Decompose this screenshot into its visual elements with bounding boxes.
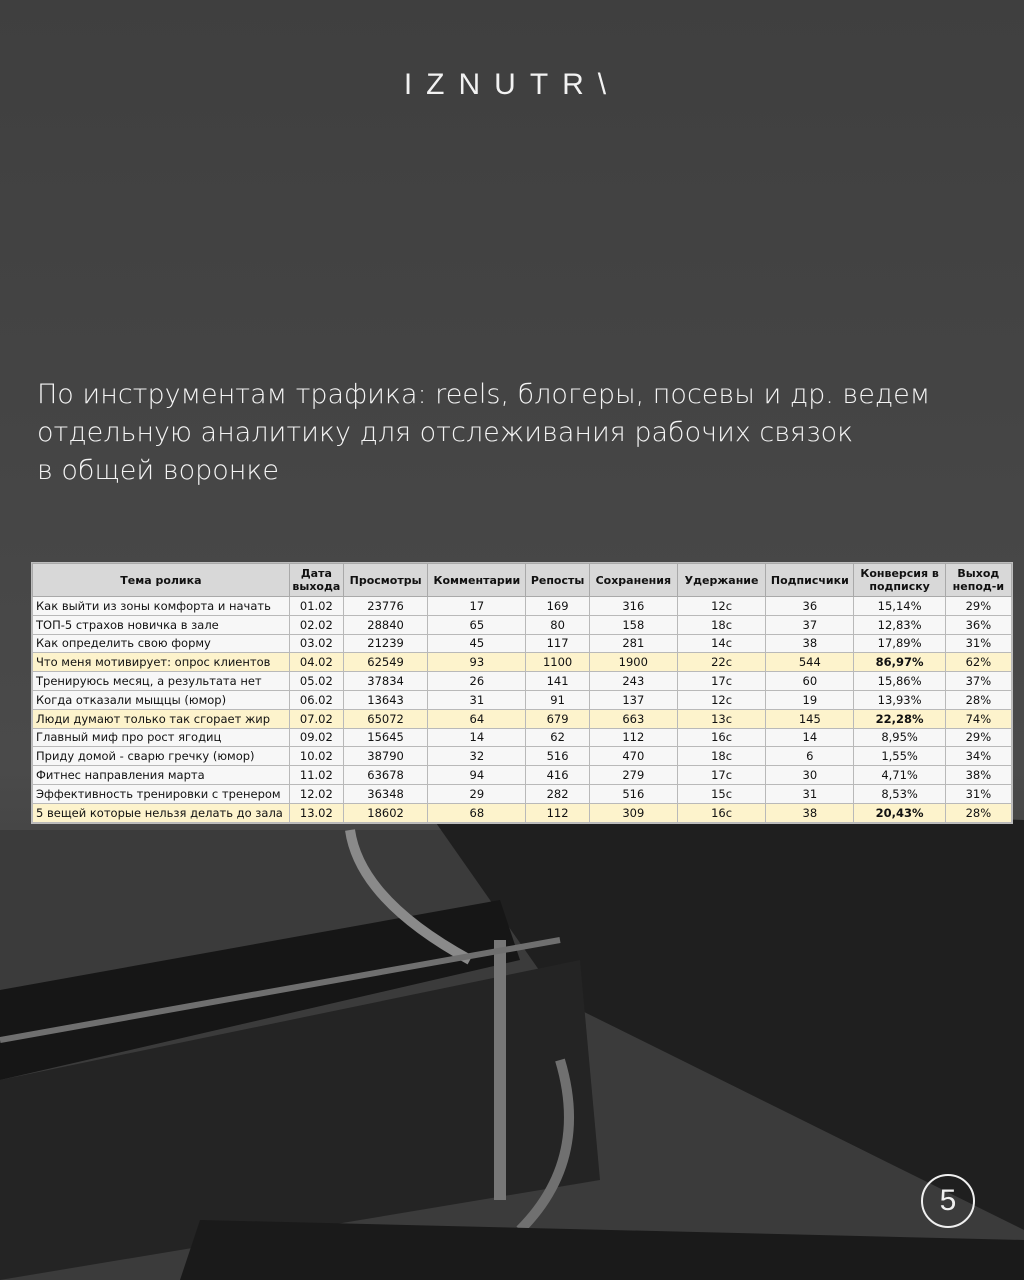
cell-reposts: 141 [526,672,589,691]
cell-topic: Когда отказали мыщцы (юмор) [33,690,290,709]
cell-exit: 29% [945,728,1011,747]
header-date-line: выхода [292,580,341,593]
analytics-table [31,562,1013,824]
cell-exit: 31% [945,634,1011,653]
cell-reposts: 112 [526,803,589,822]
cell-comments: 94 [428,766,526,785]
cell-comments: 93 [428,653,526,672]
headline-line: отдельную аналитику для отслеживания рабочих связок [37,417,854,448]
header-comments: Комментарии [428,564,526,597]
headline [37,376,997,490]
cell-date: 02.02 [289,615,343,634]
cell-date: 03.02 [289,634,343,653]
cell-topic: ТОП-5 страхов новичка в зале [33,615,290,634]
cell-reposts: 169 [526,597,589,616]
cell-saves: 309 [589,803,677,822]
cell-date: 09.02 [289,728,343,747]
cell-retention: 17с [677,766,765,785]
cell-views: 28840 [343,615,427,634]
cell-reposts: 679 [526,709,589,728]
cell-retention: 18с [677,747,765,766]
cell-comments: 65 [428,615,526,634]
cell-exit: 37% [945,672,1011,691]
table-row [33,709,1012,728]
cell-comments: 29 [428,784,526,803]
cell-topic: Как определить свою форму [33,634,290,653]
cell-topic: Главный миф про рост ягодиц [33,728,290,747]
table-row [33,747,1012,766]
cell-reposts: 117 [526,634,589,653]
cell-conversion: 17,89% [854,634,945,653]
cell-views: 62549 [343,653,427,672]
cell-saves: 316 [589,597,677,616]
header-subscribers: Подписчики [766,564,854,597]
cell-date: 05.02 [289,672,343,691]
cell-topic: Что меня мотивирует: опрос клиентов [33,653,290,672]
table-row [33,784,1012,803]
cell-exit: 38% [945,766,1011,785]
cell-comments: 31 [428,690,526,709]
cell-topic: Приду домой - сварю гречку (юмор) [33,747,290,766]
brand-logo: IZNUTR\ [403,68,621,101]
cell-saves: 663 [589,709,677,728]
cell-date: 12.02 [289,784,343,803]
table-header-row [33,564,1012,597]
cell-retention: 14с [677,634,765,653]
cell-views: 13643 [343,690,427,709]
header-conversion-line: Конверсия в [860,567,939,580]
header-exit-line: Выход [957,567,1000,580]
table-row [33,653,1012,672]
cell-subscribers: 38 [766,803,854,822]
cell-subscribers: 6 [766,747,854,766]
cell-exit: 62% [945,653,1011,672]
cell-saves: 158 [589,615,677,634]
cell-retention: 12с [677,597,765,616]
page-number-badge: 5 [921,1174,975,1228]
cell-date: 06.02 [289,690,343,709]
cell-retention: 18с [677,615,765,634]
cell-reposts: 282 [526,784,589,803]
header-saves: Сохранения [589,564,677,597]
cell-date: 11.02 [289,766,343,785]
cell-comments: 64 [428,709,526,728]
header-topic: Тема ролика [33,564,290,597]
cell-views: 38790 [343,747,427,766]
cell-reposts: 1100 [526,653,589,672]
table-row [33,803,1012,822]
cell-views: 37834 [343,672,427,691]
cell-comments: 68 [428,803,526,822]
cell-conversion: 8,95% [854,728,945,747]
cell-exit: 29% [945,597,1011,616]
cell-reposts: 62 [526,728,589,747]
header-exit-line: непод-и [952,580,1005,593]
table-row [33,615,1012,634]
header-retention: Удержание [677,564,765,597]
cell-date: 01.02 [289,597,343,616]
cell-subscribers: 37 [766,615,854,634]
cell-subscribers: 60 [766,672,854,691]
cell-retention: 16с [677,803,765,822]
cell-conversion: 15,86% [854,672,945,691]
header-views: Просмотры [343,564,427,597]
cell-views: 23776 [343,597,427,616]
cell-conversion: 13,93% [854,690,945,709]
cell-exit: 31% [945,784,1011,803]
cell-reposts: 416 [526,766,589,785]
cell-views: 18602 [343,803,427,822]
cell-comments: 26 [428,672,526,691]
cell-exit: 28% [945,690,1011,709]
cell-date: 10.02 [289,747,343,766]
cell-date: 04.02 [289,653,343,672]
cell-comments: 45 [428,634,526,653]
cell-saves: 137 [589,690,677,709]
cell-conversion: 4,71% [854,766,945,785]
cell-topic: Фитнес направления марта [33,766,290,785]
cell-conversion: 12,83% [854,615,945,634]
cell-conversion: 15,14% [854,597,945,616]
cell-topic: Как выйти из зоны комфорта и начать [33,597,290,616]
headline-line: По инструментам трафика: reels, блогеры, посевы и др. ведем [37,379,931,410]
cell-retention: 13с [677,709,765,728]
cell-saves: 281 [589,634,677,653]
cell-saves: 243 [589,672,677,691]
cell-conversion: 8,53% [854,784,945,803]
cell-saves: 279 [589,766,677,785]
cell-topic: 5 вещей которые нельзя делать до зала [33,803,290,822]
cell-saves: 470 [589,747,677,766]
table-row [33,672,1012,691]
cell-exit: 34% [945,747,1011,766]
header-conversion [854,564,945,597]
cell-conversion: 1,55% [854,747,945,766]
cell-retention: 22с [677,653,765,672]
header-reposts: Репосты [526,564,589,597]
cell-exit: 74% [945,709,1011,728]
cell-conversion: 22,28% [854,709,945,728]
cell-views: 15645 [343,728,427,747]
table-row [33,766,1012,785]
cell-views: 36348 [343,784,427,803]
table-body [33,597,1012,823]
cell-topic: Люди думают только так сгорает жир [33,709,290,728]
cell-subscribers: 19 [766,690,854,709]
cell-subscribers: 544 [766,653,854,672]
cell-conversion: 20,43% [854,803,945,822]
cell-retention: 17с [677,672,765,691]
table-row [33,728,1012,747]
cell-subscribers: 38 [766,634,854,653]
table-row [33,597,1012,616]
cell-saves: 516 [589,784,677,803]
cell-comments: 14 [428,728,526,747]
cell-reposts: 91 [526,690,589,709]
cell-views: 65072 [343,709,427,728]
cell-exit: 36% [945,615,1011,634]
cell-topic: Тренируюсь месяц, а результата нет [33,672,290,691]
cell-views: 63678 [343,766,427,785]
cell-reposts: 516 [526,747,589,766]
cell-views: 21239 [343,634,427,653]
cell-saves: 112 [589,728,677,747]
header-date [289,564,343,597]
cell-date: 13.02 [289,803,343,822]
headline-line: в общей воронке [37,455,280,486]
cell-retention: 15с [677,784,765,803]
cell-subscribers: 14 [766,728,854,747]
cell-subscribers: 145 [766,709,854,728]
cell-subscribers: 36 [766,597,854,616]
cell-topic: Эффективность тренировки с тренером [33,784,290,803]
cell-subscribers: 31 [766,784,854,803]
cell-saves: 1900 [589,653,677,672]
header-date-line: Дата [300,567,332,580]
cell-exit: 28% [945,803,1011,822]
cell-retention: 16с [677,728,765,747]
cell-date: 07.02 [289,709,343,728]
table-row [33,634,1012,653]
cell-subscribers: 30 [766,766,854,785]
cell-reposts: 80 [526,615,589,634]
table-row [33,690,1012,709]
header-conversion-line: подписку [869,580,930,593]
cell-conversion: 86,97% [854,653,945,672]
cell-comments: 32 [428,747,526,766]
cell-retention: 12с [677,690,765,709]
header-exit [945,564,1011,597]
cell-comments: 17 [428,597,526,616]
